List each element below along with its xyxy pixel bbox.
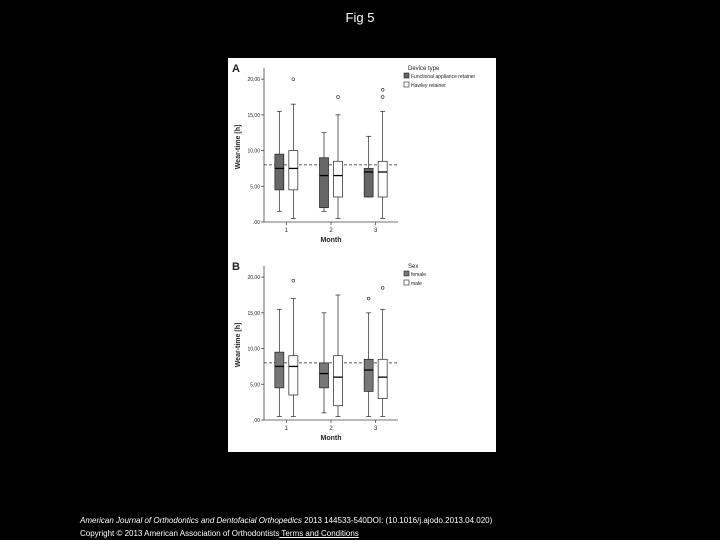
box-body [364, 359, 373, 391]
y-tick-label: 20,00 [247, 275, 260, 282]
x-tick-label: 3 [373, 426, 378, 432]
citation-text: 2013 144533-540DOI: (10.1016/j.ajodo.2013.04.020) [301, 516, 493, 525]
x-axis-label: Month [320, 237, 342, 244]
panel-label: A [232, 63, 240, 75]
box-body [275, 154, 284, 190]
box-hawley-retainer-month-1 [289, 78, 298, 219]
box-body [320, 363, 329, 388]
box-male-month-3 [378, 286, 387, 416]
panel-label: B [232, 261, 240, 273]
figure-panel [228, 58, 496, 452]
legend-swatch [404, 73, 409, 78]
outlier-point [292, 279, 295, 282]
boxplot-chart-a [228, 58, 496, 254]
legend-swatch [404, 82, 409, 87]
y-tick-label: .00 [253, 220, 260, 226]
outlier-point [381, 96, 384, 99]
legend-label: Functional appliance retainer [411, 74, 476, 80]
legend-swatch [404, 280, 409, 285]
y-axis-label: Wear-time [h] [235, 322, 242, 368]
box-female-month-3 [364, 297, 373, 416]
y-axis-label: Wear-time [h] [235, 124, 242, 170]
copyright-text: Copyright © 2013 American Association of Orthodontists [80, 529, 280, 538]
box-hawley-retainer-month-3 [378, 88, 387, 218]
y-tick-label: ,00 [253, 418, 260, 424]
box-body [378, 161, 387, 197]
boxplot-chart-b [228, 256, 496, 452]
chart-panel-b [228, 256, 496, 452]
y-tick-label: 10,00 [247, 148, 260, 155]
box-functional-appliance-retainer-month-1 [275, 111, 284, 211]
y-tick-label: 5,00 [250, 184, 260, 191]
box-female-month-1 [275, 309, 284, 416]
legend-title: Sex [408, 264, 419, 270]
y-tick-label: 15,00 [247, 310, 260, 317]
outlier-point [292, 78, 295, 81]
x-tick-label: 1 [284, 426, 289, 432]
outlier-point [367, 297, 370, 300]
x-axis-label: Month [320, 435, 342, 442]
box-body [289, 356, 298, 395]
legend-title: Device type [408, 66, 440, 72]
x-tick-label: 1 [284, 228, 289, 234]
legend-label: male [411, 281, 422, 287]
chart-panel-a [228, 58, 496, 254]
box-female-month-2 [320, 313, 329, 413]
y-tick-label: 20,00 [247, 77, 260, 84]
box-body [275, 352, 284, 388]
box-male-month-2 [334, 295, 343, 416]
box-body [289, 151, 298, 190]
y-tick-label: 15,00 [247, 112, 260, 119]
box-body [334, 161, 343, 197]
legend-swatch [404, 271, 409, 276]
x-tick-label: 3 [373, 228, 378, 234]
y-tick-label: 5,00 [250, 382, 260, 389]
outlier-point [381, 286, 384, 289]
slide-footer [80, 514, 700, 540]
y-tick-label: 10,00 [247, 346, 260, 353]
legend-label: female [411, 272, 427, 278]
x-tick-label: 2 [329, 426, 333, 432]
box-male-month-1 [289, 279, 298, 416]
box-body [320, 158, 329, 208]
slide-title: Fig 5 [345, 10, 375, 25]
box-body [334, 356, 343, 406]
box-hawley-retainer-month-2 [334, 96, 343, 219]
outlier-point [337, 96, 340, 99]
legend-label: Hawley retainer [411, 83, 446, 89]
box-body [378, 359, 387, 398]
box-body [364, 168, 373, 197]
box-functional-appliance-retainer-month-2 [320, 133, 329, 212]
box-functional-appliance-retainer-month-3 [364, 136, 373, 197]
outlier-point [381, 88, 384, 91]
terms-link[interactable]: Terms and Conditions [279, 529, 359, 538]
x-tick-label: 2 [329, 228, 333, 234]
journal-name: American Journal of Orthodontics and Dentofacial Orthopedics [80, 516, 302, 525]
